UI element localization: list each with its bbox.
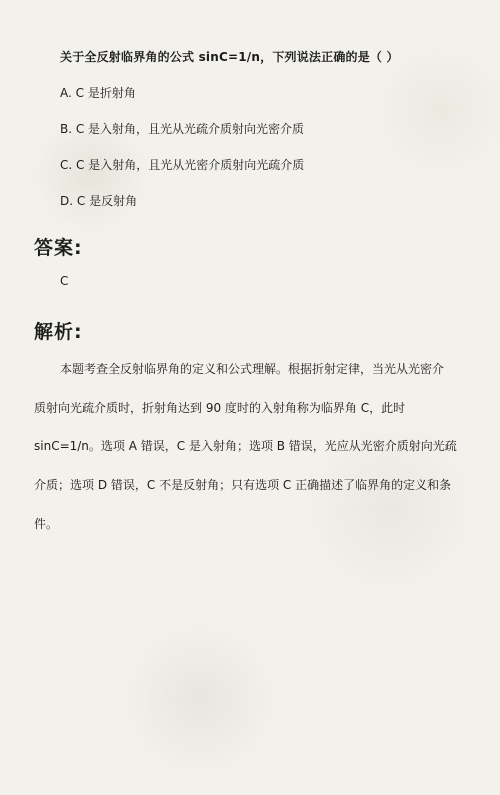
answer-heading: 答案: <box>34 237 83 259</box>
question-text: 关于全反射临界角的公式 sinC=1/n，下列说法正确的是（ ） <box>60 50 399 64</box>
analysis-heading: 解析: <box>34 321 83 343</box>
option-a: A. C 是折射角 <box>60 86 136 100</box>
analysis-line: 件。 <box>34 517 59 531</box>
option-b: B. C 是入射角，且光从光疏介质射向光密介质 <box>60 122 305 136</box>
analysis-line: sinC=1/n。选项 A 错误，C 是入射角；选项 B 错误，光应从光密介质射向光疏 <box>34 439 457 453</box>
analysis-line: 本题考查全反射临界角的定义和公式理解。根据折射定律，当光从光密介 <box>60 362 445 376</box>
analysis-line: 介质；选项 D 错误，C 不是反射角；只有选项 C 正确描述了临界角的定义和条 <box>34 478 452 492</box>
option-d: D. C 是反射角 <box>60 194 138 208</box>
answer-value: C <box>60 274 69 288</box>
analysis-line: 质射向光疏介质时，折射角达到 90 度时的入射角称为临界角 C，此时 <box>34 401 406 415</box>
option-c: C. C 是入射角，且光从光密介质射向光疏介质 <box>60 158 305 172</box>
